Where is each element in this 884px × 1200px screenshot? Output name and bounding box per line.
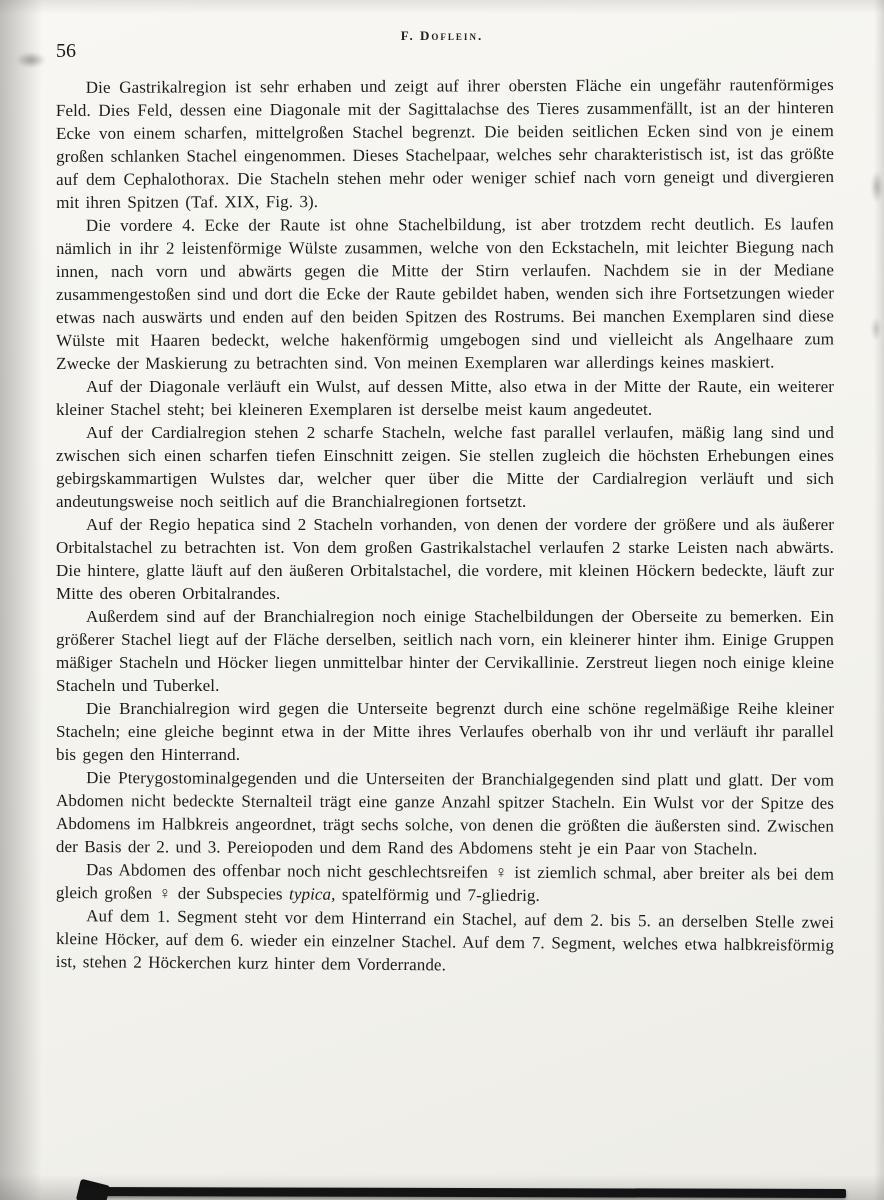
scan-artifact-smudge bbox=[16, 52, 46, 68]
page-number: 56 bbox=[56, 40, 76, 62]
running-head: F. Doflein. bbox=[400, 28, 484, 43]
paragraph bbox=[56, 858, 834, 909]
scan-artifact-smudge bbox=[871, 172, 883, 202]
paragraph: Die vordere 4. Ecke der Raute ist ohne Stachelbildung, ist aber trotzdem recht deutlich. Es laufen nämlich in ihr 2 leistenförmige Wülste zusammen, welche von den Eckstacheln, mit leichter Biegung nach innen, nach vorn und abwärts gegen die Mitte der Stirn verlaufen. Nachdem sie in der Mediane zusammengestoßen sind und dort die Ecke der Raute gebildet haben, wenden sich ihre Fortsetzungen wieder etwas nach auswärts und enden auf den beiden Spitzen des Rostrums. Bei manchen Exemplaren sind diese Wülste mit Haaren bedeckt, welche hakenförmig umgebogen sind und vielleicht als Angelhaare zum Zwecke der Maskierung zu betrachten sind. Von meinen Exemplaren war allerdings keines maskiert. bbox=[55, 214, 835, 373]
paragraph: Die Pterygostominalgegenden und die Unterseiten der Branchialgegenden sind platt und glatt. Der vom Abdomen nicht bedeckte Sternalteil trägt eine ganze Anzahl spitzer Stacheln. Ein Wulst vor der Spitze des Abdomens im Halbkreis angeordnet, trägt sechs solche, von denen die größten die äußersten sind. Zwischen der Basis der 2. und 3. Pereiopoden und dem Rand des Abdomens steht je ein Paar von Stacheln. bbox=[55, 768, 835, 859]
paragraph: Auf der Regio hepatica sind 2 Stacheln vorhanden, von denen der vordere der größere und als äußerer Orbitalstachel zu betrachten ist. Von dem großen Gastrikalstachel verlaufen 2 starke Leisten nach abwärts. Die hintere, glatte läuft auf den äußeren Orbitalstachel, die vordere, mit kleinen Höckern bedeckte, läuft zur Mitte des oberen Orbitalrandes. bbox=[56, 515, 834, 603]
paragraph: Die Gastrikalregion ist sehr erhaben und zeigt auf ihrer obersten Fläche ein ungefähr rautenförmiges Feld. Dies Feld, dessen eine Diagonale mit der Sagittalachse des Tieres zusammenfällt, ist an der hinteren Ecke von einem scharfen, mittelgroßen Stachel begrenzt. Die beiden seitlichen Ecken sind von je einem großen schlanken Stachel eingenommen. Dieses Stachelpaar, welches sehr charakteristisch ist, ist das größte auf dem Cephalothorax. Die Stacheln stehen mehr oder weniger schief nach vorn geneigt und divergieren mit ihren Spitzen (Taf. XIX, Fig. 3). bbox=[55, 75, 835, 212]
paragraph: Außerdem sind auf der Branchialregion noch einige Stachelbildungen der Oberseite zu bemerken. Ein größerer Stachel liegt auf der Fläche derselben, seitlich nach vorn, ein kleinerer hinter ihm. Einige Gruppen mäßiger Stacheln und Höcker liegen unmittelbar hinter der Cervikallinie. Zerstreut liegen noch einige kleine Stacheln und Tuberkel. bbox=[56, 607, 834, 695]
scan-shadow-top bbox=[0, 0, 884, 14]
species-name-italic: typica, bbox=[288, 884, 336, 904]
scan-shadow-bottom bbox=[0, 1174, 884, 1200]
paragraph-text: Das Abdomen des offenbar noch nicht geschlechtsreifen ♀ ist ziemlich schmal, aber breiter als bei dem gleich großen ♀ der Subspecies bbox=[55, 860, 835, 904]
paragraph: Auf der Diagonale verläuft ein Wulst, auf dessen Mitte, also etwa in der Mitte der Raute, ein weiterer kleiner Stachel steht; bei kleineren Exemplaren ist derselbe meist kaum angedeutet. bbox=[56, 377, 834, 419]
paragraph: Auf dem 1. Segment steht vor dem Hinterrand ein Stachel, auf dem 2. bis 5. an derselben Stelle zwei kleine Höcker, auf dem 6. wieder ein einzelner Stachel. Auf dem 7. Segment, welches etwa halbkreisförmig ist, stehen 2 Höckerchen kurz hinter dem Vorderrande. bbox=[55, 906, 835, 975]
paragraph: Auf der Cardialregion stehen 2 scharfe Stacheln, welche fast parallel verlaufen, mäßig lang sind und zwischen sich einen scharfen tiefen Einschnitt zeigen. Sie stellen zugleich die höchsten Erhebungen eines gebirgskammartigen Wulstes dar, welcher quer über die Mitte der Cardialregion verläuft und sich andeutungsweise noch seitlich auf die Branchialregionen fortsetzt. bbox=[56, 423, 834, 511]
body-text bbox=[56, 76, 834, 973]
scan-artifact-smudge bbox=[871, 318, 881, 340]
paragraph-text: spatelförmig und 7-gliedrig. bbox=[335, 884, 540, 905]
paragraph: Die Branchialregion wird gegen die Unterseite begrenzt durch eine schöne regelmäßige Reihe kleiner Stacheln; eine gleiche beginnt etwa in der Mitte ihres Verlaufes oberhalb von ihr und verläuft ihr parallel bis gegen den Hinterrand. bbox=[56, 699, 834, 764]
scan-shadow-left bbox=[0, 0, 42, 1200]
